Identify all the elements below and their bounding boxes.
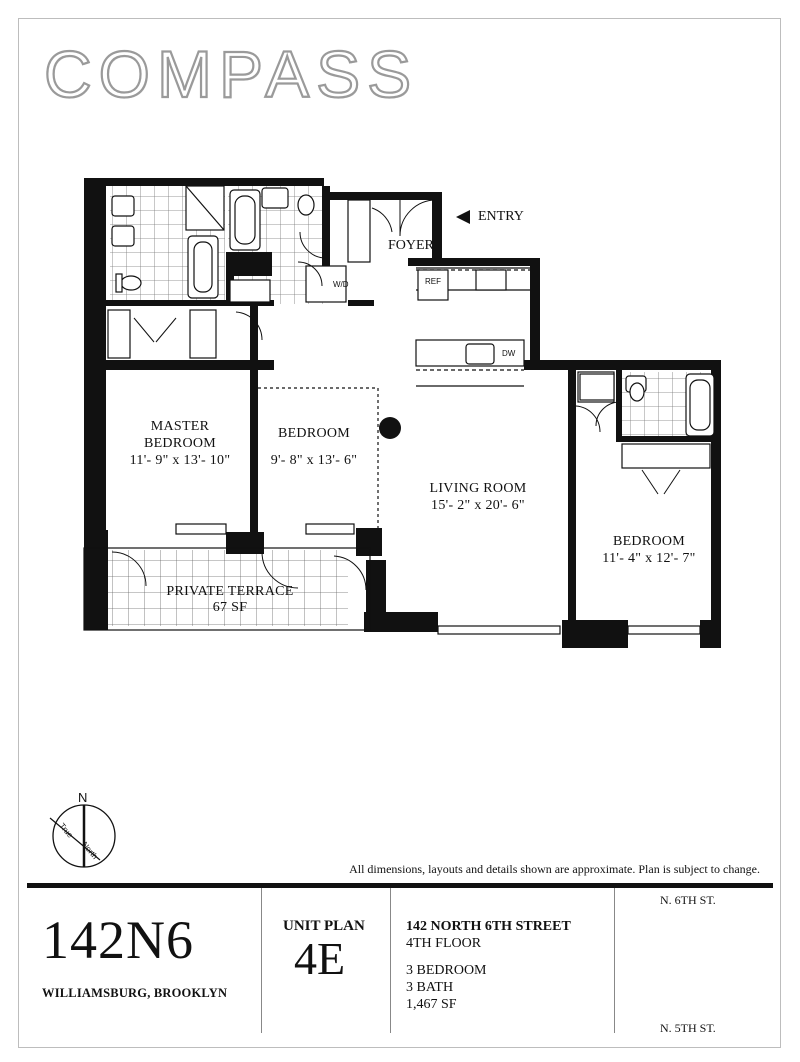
north-compass-icon: [50, 805, 115, 867]
bedroom-right-dims: 11'- 4" x 12'- 7": [602, 551, 696, 566]
unit-number: 4E: [294, 933, 346, 984]
bedroom-mid-dims: 9'- 8" x 13'- 6": [270, 453, 358, 468]
column: [379, 417, 401, 439]
master-bedroom-dims: 11'- 9" x 13'- 10": [129, 453, 231, 468]
unit-plan-label: UNIT PLAN: [283, 918, 365, 934]
neighborhood: WILLIAMSBURG, BROOKLYN: [42, 986, 228, 1000]
terrace-area: 67 SF: [212, 600, 248, 615]
entry-label: ENTRY: [478, 209, 524, 224]
address: 142 NORTH 6TH STREET: [406, 919, 571, 934]
compass-n-label: N: [78, 790, 88, 805]
bedroom-right-label: [584, 533, 714, 567]
footer-rule: [27, 883, 773, 888]
dw-label: DW: [502, 349, 516, 358]
bedrooms: 3 BEDROOM: [406, 963, 487, 978]
disclaimer: All dimensions, layouts and details shown are approximate. Plan is subject to change.: [349, 862, 760, 876]
bedroom-mid-name: BEDROOM: [277, 426, 351, 441]
foyer-label: FOYER: [388, 238, 434, 253]
compass-logo: COMPASS: [44, 37, 419, 111]
footer-divider-2: [390, 888, 391, 1033]
floor: 4TH FLOOR: [406, 936, 482, 951]
bedroom-right-name: BEDROOM: [612, 534, 686, 549]
master-bedroom-label: [110, 418, 250, 469]
wd-label: W/D: [333, 280, 349, 289]
compass-true-label: True: [57, 821, 75, 840]
bedroom-mid-label: [258, 425, 370, 469]
keymap-bottom-street: N. 5TH ST.: [660, 1021, 716, 1035]
unit-info: [406, 918, 571, 1013]
baths: 3 BATH: [406, 980, 454, 995]
terrace-name: PRIVATE TERRACE: [166, 584, 294, 599]
living-room-dims: 15'- 2" x 20'- 6": [431, 498, 525, 513]
terrace-label: [150, 584, 310, 616]
sqft: 1,467 SF: [406, 997, 457, 1012]
master-bedroom-name-2: BEDROOM: [143, 436, 217, 451]
entry-arrow-icon: [456, 210, 470, 224]
living-room-name: LIVING ROOM: [429, 481, 527, 496]
master-bedroom-name-1: MASTER: [150, 419, 210, 434]
ref-label: REF: [425, 277, 441, 286]
keymap-top-street: N. 6TH ST.: [660, 893, 716, 907]
footer-divider-3: [614, 888, 615, 1033]
brand-title: 142N6: [42, 910, 194, 970]
footer-divider-1: [261, 888, 262, 1033]
compass-north-label: North: [80, 840, 100, 861]
living-room-label: [408, 480, 548, 514]
